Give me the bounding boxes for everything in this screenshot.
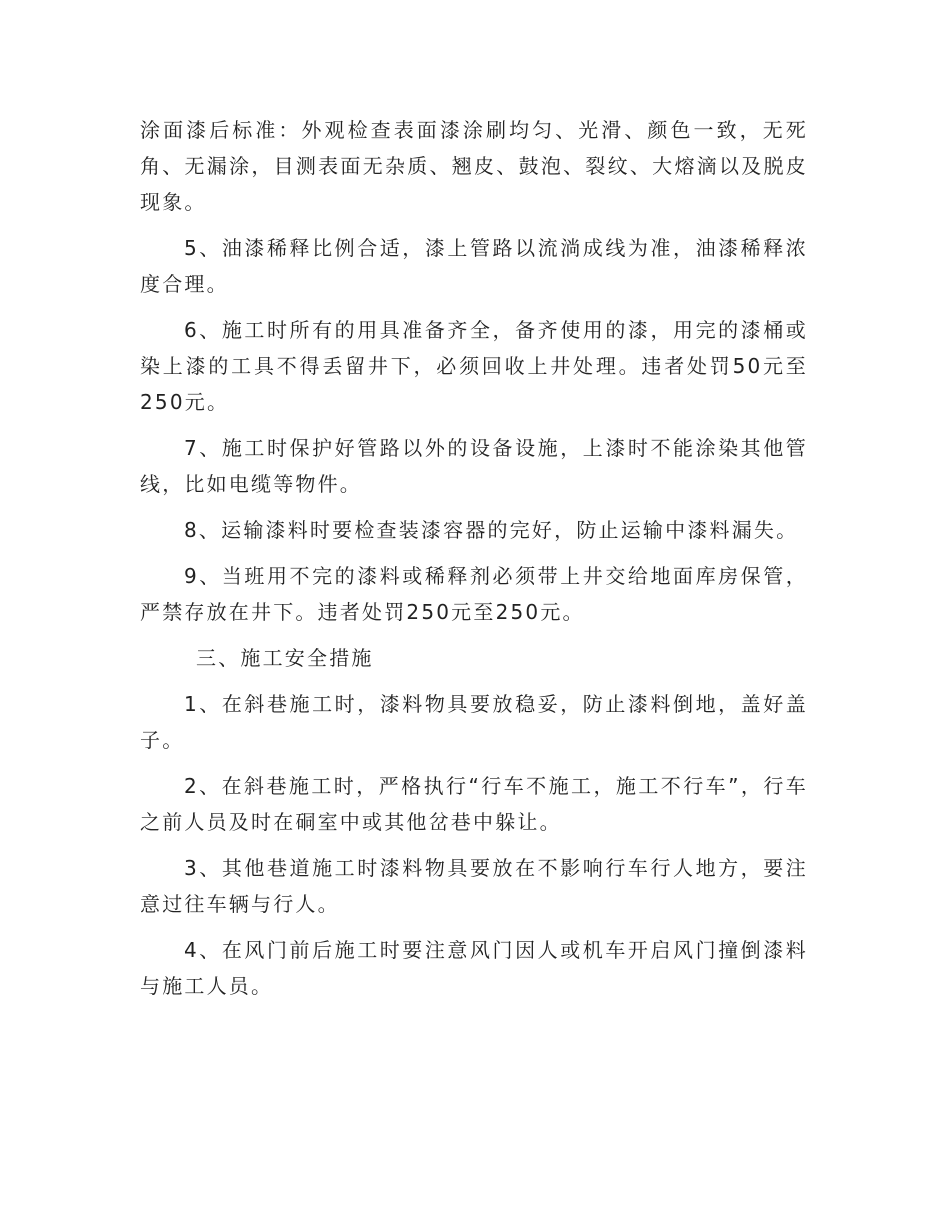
paragraph-item-9: 9、当班用不完的漆料或稀释剂必须带上井交给地面库房保管，严禁存放在井下。违者处罚250元至250元。: [140, 564, 808, 624]
safety-item-1: 1、在斜巷施工时，漆料物具要放稳妥，防止漆料倒地，盖好盖子。: [140, 692, 808, 752]
paragraph-item-7: 7、施工时保护好管路以外的设备设施，上漆时不能涂染其他管线，比如电缆等物件。: [140, 436, 808, 496]
safety-item-4: 4、在风门前后施工时要注意风门因人或机车开启风门撞倒漆料与施工人员。: [140, 938, 808, 998]
paragraph-item-5: 5、油漆稀释比例合适，漆上管路以流淌成线为准，油漆稀释浓度合理。: [140, 236, 808, 296]
safety-item-2: 2、在斜巷施工时，严格执行“行车不施工，施工不行车”，行车之前人员及时在硐室中或其他岔巷中躲让。: [140, 774, 808, 834]
paragraph-item-8: 8、运输漆料时要检查装漆容器的完好，防止运输中漆料漏失。: [184, 518, 799, 542]
paragraph-topcoat-standard: 涂面漆后标准：外观检查表面漆涂刷均匀、光滑、颜色一致，无死角、无漏涂，目测表面无杂质、翘皮、鼓泡、裂纹、大熔滴以及脱皮现象。: [140, 118, 808, 214]
paragraph-item-6: 6、施工时所有的用具准备齐全，备齐使用的漆，用完的漆桶或染上漆的工具不得丢留井下，必须回收上井处理。违者处罚50元至250元。: [140, 318, 808, 414]
section-heading: 三、施工安全措施: [196, 646, 374, 670]
document-body: [140, 112, 808, 1014]
safety-item-3: 3、其他巷道施工时漆料物具要放在不影响行车行人地方，要注意过往车辆与行人。: [140, 856, 808, 916]
